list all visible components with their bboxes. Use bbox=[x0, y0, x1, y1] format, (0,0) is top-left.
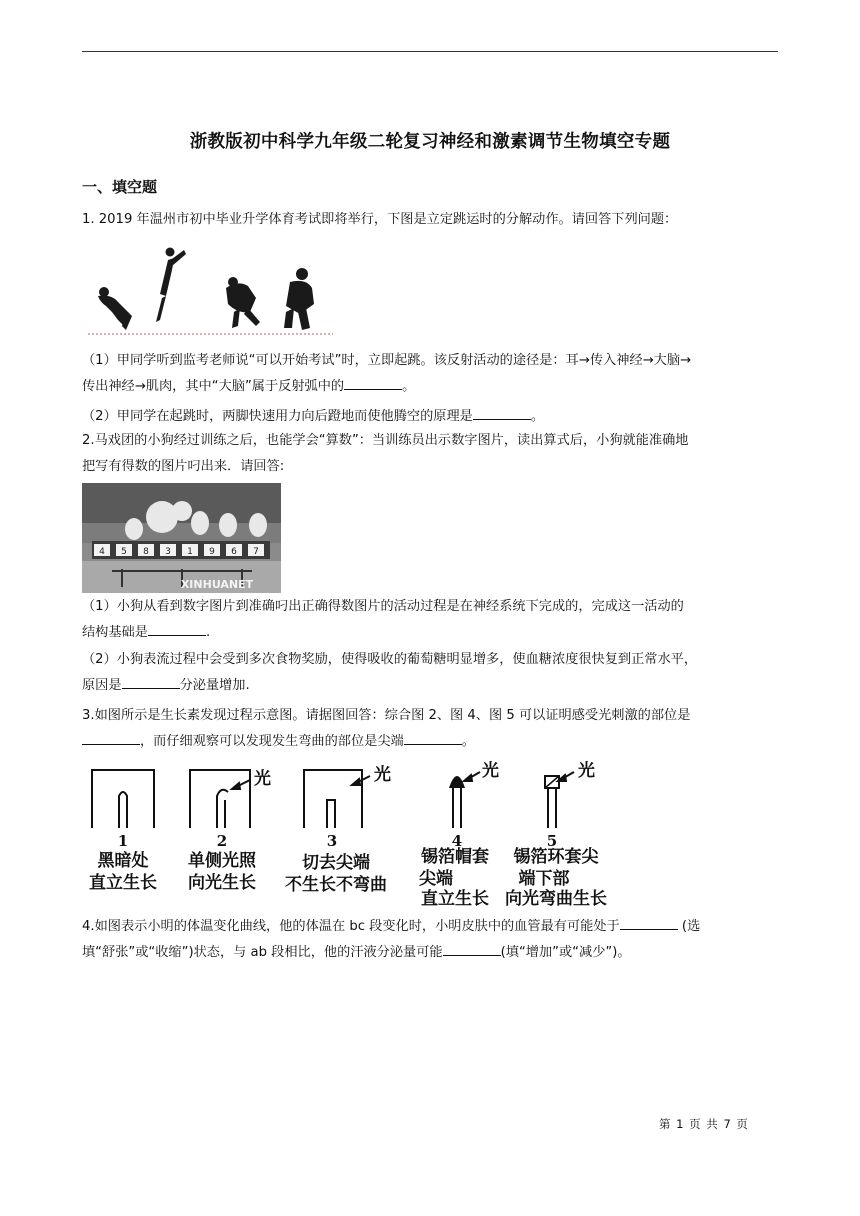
panel-number: 3 bbox=[326, 832, 338, 850]
panel-caption: 端下部 bbox=[518, 869, 570, 889]
panel-caption: 直立生长 bbox=[89, 873, 157, 893]
card-number: 4 bbox=[99, 547, 105, 557]
panel-caption: 不生长不弯曲 bbox=[285, 875, 387, 895]
answer-blank[interactable] bbox=[344, 377, 402, 390]
panel-caption: 黑暗处 bbox=[97, 851, 149, 871]
panel-caption: 尖端 bbox=[419, 869, 453, 889]
q4-stem: 4.如图表示小明的体温变化曲线，他的体温在 bc 段变化时，小明皮肤中的血管最有可能处于 (选 填“舒张”或“收缩”)状态，与 ab 段相比，他的汗液分泌量可能 (填“增加”或“减少”)。 bbox=[82, 919, 701, 960]
section-heading: 一、填空题 bbox=[82, 178, 158, 196]
card-number: 5 bbox=[121, 547, 127, 557]
light-label: 光 bbox=[254, 769, 271, 789]
page-footer: 第 1 页 共 7 页 bbox=[659, 1117, 749, 1131]
panel-caption: 向光弯曲生长 bbox=[505, 889, 607, 909]
q3-stem: 3.如图所示是生长素发现过程示意图。请据图回答：综合图 2、图 4、图 5 可以证明感受光刺激的部位是 ，而仔细观察可以发现发生弯曲的部位是尖端 。 bbox=[82, 708, 691, 749]
panel-number: 5 bbox=[546, 832, 558, 850]
q2-stem: 2.马戏团的小狗经过训练之后，也能学会“算数”：当训练员出示数字图片，读出算式后，小狗就能准确地 把写有得数的图片叼出来．请回答: bbox=[82, 433, 689, 474]
panel-number: 4 bbox=[451, 832, 463, 850]
panel-caption: 锡箔环套尖 bbox=[513, 847, 599, 867]
panel-caption: 单侧光照 bbox=[188, 851, 256, 871]
q1-part1: （1）甲同学听到监考老师说“可以开始考试”时，立即起跳。该反射活动的途径是：耳→传入神经→大脑→ 传出神经→肌肉，其中“大脑”属于反射弧中的 。 bbox=[82, 353, 692, 394]
panel-caption: 直立生长 bbox=[421, 889, 489, 909]
header-rule bbox=[82, 51, 778, 52]
answer-blank[interactable] bbox=[473, 407, 531, 420]
answer-blank[interactable] bbox=[620, 917, 678, 930]
card-number: 6 bbox=[231, 547, 237, 557]
answer-blank[interactable] bbox=[404, 732, 462, 745]
answer-blank[interactable] bbox=[148, 623, 206, 636]
panel-caption: 向光生长 bbox=[188, 873, 256, 893]
panel-number: 2 bbox=[216, 832, 228, 850]
answer-blank[interactable] bbox=[82, 732, 140, 745]
panel-caption: 锡箔帽套 bbox=[421, 847, 489, 867]
card-number: 3 bbox=[165, 547, 171, 557]
q2-part2: （2）小狗表流过程中会受到多次食物奖励，使得吸收的葡萄糖明显增多，使血糖浓度很快复到正常水平， 原因是 分泌量增加. bbox=[82, 652, 698, 693]
answer-blank[interactable] bbox=[122, 676, 180, 689]
card-number: 9 bbox=[209, 547, 215, 557]
auxin-experiment-diagram bbox=[82, 758, 622, 910]
light-label: 光 bbox=[374, 765, 391, 785]
standing-jump-figure bbox=[88, 242, 333, 338]
light-label: 光 bbox=[578, 761, 595, 781]
card-number: 8 bbox=[143, 547, 149, 557]
photo-watermark: XINHUANET bbox=[180, 578, 254, 591]
page-title: 浙教版初中科学九年级二轮复习神经和激素调节生物填空专题 bbox=[189, 132, 671, 152]
panel-caption: 切去尖端 bbox=[302, 853, 370, 873]
card-number: 7 bbox=[253, 547, 259, 557]
card-number: 1 bbox=[187, 547, 193, 557]
q1-part2: （2）甲同学在起跳时，两脚快速用力向后蹬地而使他腾空的原理是 。 bbox=[82, 409, 545, 424]
q1-stem: 1. 2019 年温州市初中毕业升学体育考试即将举行，下图是立定跳运时的分解动作。请回答下列问题： bbox=[82, 212, 678, 227]
panel-number: 1 bbox=[117, 832, 129, 850]
answer-blank[interactable] bbox=[443, 943, 501, 956]
q2-part1: （1）小狗从看到数字图片到准确叼出正确得数图片的活动过程是在神经系统下完成的，完成这一活动的 结构基础是 . bbox=[82, 599, 684, 640]
light-label: 光 bbox=[482, 761, 499, 781]
circus-dog-photo bbox=[82, 483, 281, 593]
